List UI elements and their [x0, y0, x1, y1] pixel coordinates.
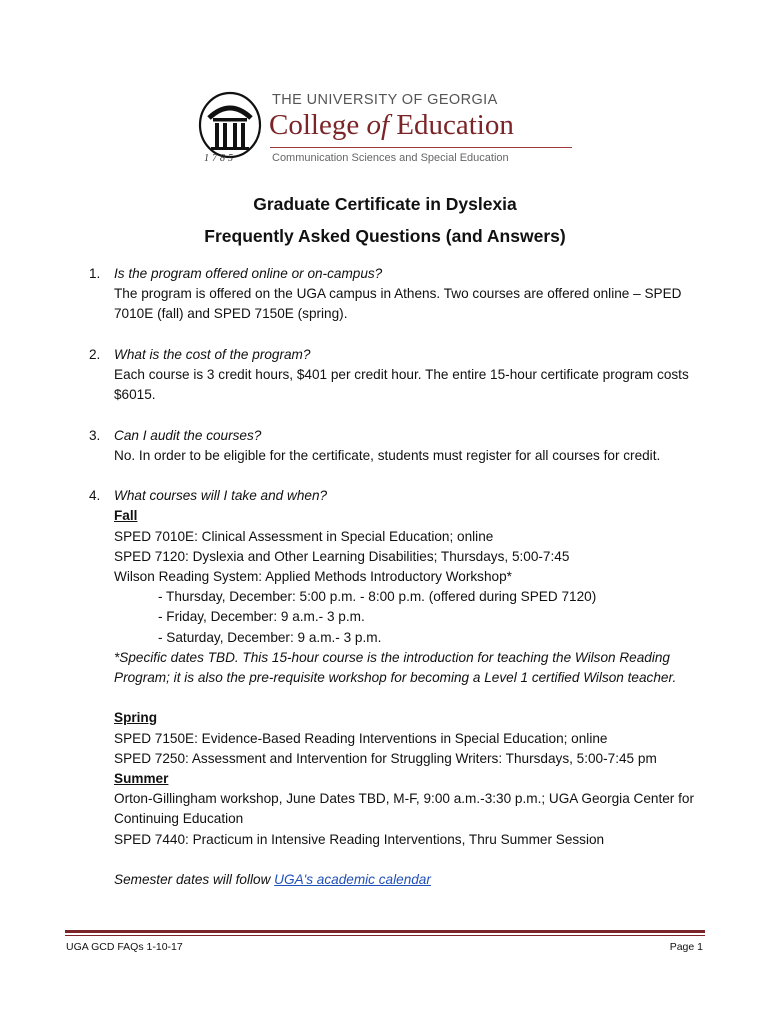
fall-heading: Fall [114, 508, 138, 524]
course-line: SPED 7150E: Evidence-Based Reading Interventions in Special Education; online [114, 730, 608, 746]
calendar-note [114, 870, 727, 890]
academic-calendar-link[interactable]: UGA's academic calendar [274, 872, 431, 888]
page-title: Graduate Certificate in Dyslexia [253, 194, 517, 214]
course-line: SPED 7250: Assessment and Intervention for Struggling Writers: Thursdays, 5:00-7:45 pm [114, 750, 657, 766]
course-line: Orton-Gillingham workshop, June Dates TBD, M-F, 9:00 a.m.-3:30 p.m.; UGA Georgia Center for [114, 791, 694, 807]
workshop-note: *Specific dates TBD. This 15-hour course is the introduction for teaching the Wilson Reading [114, 649, 670, 665]
faq-question: What courses will I take and when? [114, 488, 328, 504]
logo-education-word: Education [389, 109, 514, 141]
faq-answer-line: $6015. [114, 387, 156, 403]
course-line: SPED 7120: Dyslexia and Other Learning Disabilities; Thursdays, 5:00-7:45 [114, 548, 570, 564]
workshop-date: - Friday, December: 9 a.m.- 3 p.m. [158, 609, 365, 625]
logo-year: 1785 [204, 153, 236, 164]
faq-number: 3. [89, 427, 101, 443]
faq-number: 2. [89, 346, 101, 362]
faq-answer-line: The program is offered on the UGA campus in Athens. Two courses are offered online – SPED [114, 286, 682, 302]
workshop-date: - Saturday, December: 9 a.m.- 3 p.m. [158, 629, 382, 645]
workshop-note: Program; it is also the pre-requisite workshop for becoming a Level 1 certified Wilson teacher. [114, 670, 677, 686]
faq-question: Is the program offered online or on-campus? [114, 266, 383, 281]
logo-department: Communication Sciences and Special Education [272, 152, 509, 164]
logo-university-name: THE UNIVERSITY OF GEORGIA [272, 92, 498, 108]
spring-heading: Spring [114, 710, 158, 726]
faq-number: 4. [89, 488, 101, 504]
course-line: SPED 7440: Practicum in Intensive Reading Interventions, Thru Summer Session [114, 831, 605, 847]
footer-doc-id: UGA GCD FAQs 1-10-17 [66, 941, 183, 953]
faq-answer-line: Each course is 3 credit hours, $401 per credit hour. The entire 15-hour certificate program costs [114, 367, 689, 382]
calendar-prefix: Semester dates will follow [114, 872, 275, 888]
page-subtitle: Frequently Asked Questions (and Answers) [204, 226, 566, 246]
faq-item [87, 486, 727, 890]
faq-list [87, 264, 727, 890]
college-logo [195, 90, 580, 172]
summer-heading: Summer [114, 771, 169, 787]
faq-answer-line: No. In order to be eligible for the certificate, students must register for all courses for credit. [114, 447, 661, 463]
logo-college-word: College [269, 109, 367, 141]
workshop-date: - Thursday, December: 5:00 p.m. - 8:00 p.m. (offered during SPED 7120) [158, 589, 597, 605]
logo-divider [270, 147, 572, 148]
course-line: SPED 7010E: Clinical Assessment in Special Education; online [114, 528, 494, 544]
faq-item [87, 426, 727, 466]
faq-question: What is the cost of the program? [114, 346, 311, 362]
logo-college-name [269, 109, 514, 142]
faq-answer-line: 7010E (fall) and SPED 7150E (spring). [114, 306, 348, 322]
faq-item [87, 264, 727, 325]
footer-page-number: Page 1 [669, 941, 703, 953]
course-line: Continuing Education [114, 811, 244, 827]
faq-question: Can I audit the courses? [114, 427, 262, 443]
faq-number: 1. [89, 266, 101, 281]
course-line: Wilson Reading System: Applied Methods Introductory Workshop* [114, 569, 512, 584]
footer-divider-thick [65, 930, 705, 933]
footer-divider-thin [65, 935, 705, 936]
logo-of-word: of [366, 109, 390, 141]
faq-item [87, 345, 727, 406]
